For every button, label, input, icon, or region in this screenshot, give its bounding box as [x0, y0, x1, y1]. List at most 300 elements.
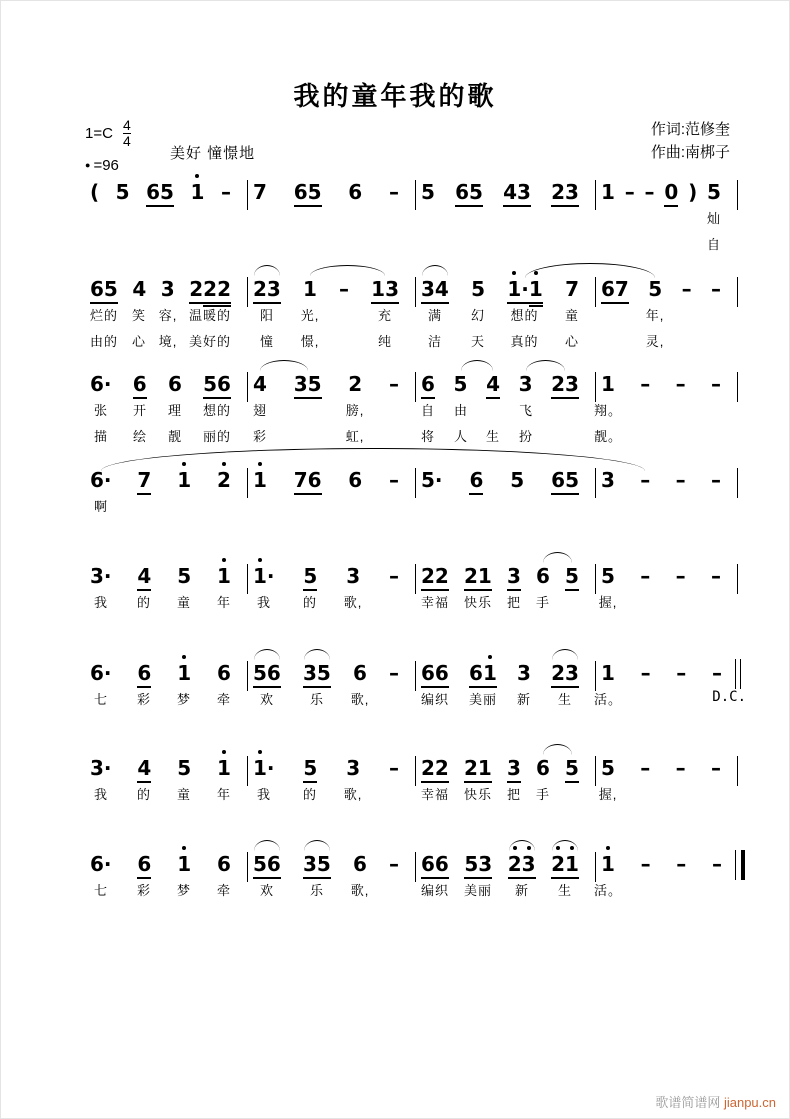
song-title: 我的童年我的歌 [293, 82, 497, 112]
note-digit: – [388, 180, 399, 204]
measure [416, 468, 596, 498]
note [371, 277, 399, 304]
slur-arc [254, 840, 280, 851]
note-digit: 2 [434, 564, 449, 588]
expression-marking: 美好 憧憬地 [170, 145, 256, 162]
note [189, 277, 231, 304]
measure [248, 180, 416, 210]
slur-arc [304, 840, 330, 851]
duration-dash [712, 661, 722, 685]
note-digit: 6 [348, 468, 363, 492]
music-system-7 [85, 742, 738, 838]
note-digit: 2 [253, 277, 267, 301]
note-digit: 3 [421, 277, 435, 301]
time-signature-bottom: 4 [122, 133, 131, 149]
slur-arc [526, 360, 565, 371]
measure [85, 372, 248, 402]
note-digit: 1 [253, 564, 267, 588]
lyric: 生 [557, 692, 573, 707]
lyric: 牵 [216, 883, 232, 898]
duration-dash [676, 852, 686, 876]
note-digit: 1 [483, 661, 497, 685]
note-digit: 4 [132, 277, 147, 301]
lyric: 靓 [167, 429, 183, 444]
note-digit: 5 [453, 372, 468, 396]
note-digit: 5 [469, 180, 483, 204]
note-digit: 3 [506, 756, 521, 780]
lyric: 虹, [345, 429, 365, 444]
note-digit: 6 [421, 852, 435, 876]
note [421, 564, 449, 591]
duration-dash [711, 277, 721, 301]
measure [85, 756, 248, 786]
note [348, 372, 362, 396]
note-digit: 5 [316, 852, 331, 876]
lyric: 丽的 [202, 429, 232, 444]
note [253, 852, 281, 879]
duration-dash [389, 756, 399, 780]
watermark-site-name: 歌谱简谱网 [655, 1095, 721, 1110]
note [146, 180, 174, 207]
note-digit: 6 [352, 852, 367, 876]
note [565, 277, 579, 301]
note-digit: 6 [90, 852, 104, 876]
measure [596, 852, 738, 882]
note [253, 564, 275, 588]
lyric: 美丽 [463, 883, 493, 898]
duration-dash [389, 372, 399, 396]
lyric: 的 [136, 595, 152, 610]
note-digit: 5 [253, 852, 267, 876]
watermark-site-url[interactable]: jianpu.cn [723, 1095, 776, 1110]
measure [248, 372, 416, 402]
note [90, 468, 112, 492]
lyricist-credit: 作词:范修奎 [650, 121, 730, 138]
note-digit: 7 [253, 180, 267, 204]
time-signature-top: 4 [122, 117, 131, 133]
note [507, 277, 542, 304]
note-digit: 3 [478, 852, 493, 876]
credits-block [651, 118, 730, 164]
duration-dash [676, 372, 686, 396]
lyric: 把 [506, 787, 522, 802]
note [161, 277, 175, 301]
measure [596, 277, 738, 307]
note-digit: 1 [217, 756, 231, 780]
note-digit: 7 [137, 468, 152, 492]
note-digit: 5 [177, 756, 192, 780]
slur-arc [310, 265, 385, 276]
note-digit: 6 [146, 180, 161, 204]
note [137, 468, 151, 495]
lyric: 活。 [593, 883, 623, 898]
note-digit: 5 [510, 468, 525, 492]
lyric: 满 [427, 308, 443, 323]
note-digit: 5 [421, 180, 435, 204]
lyric: 美好的 [188, 334, 232, 349]
note-digit: 3 [90, 564, 104, 588]
lyric: 将 [420, 429, 436, 444]
high-octave-dot [222, 750, 226, 754]
lyric: 生 [557, 883, 573, 898]
note [137, 756, 151, 783]
note [551, 372, 579, 399]
note [536, 564, 550, 588]
duration-dash [645, 180, 655, 204]
note-digit: ( [90, 180, 100, 204]
note-digit: 5 [203, 372, 218, 396]
note-digit: 1 [191, 180, 205, 204]
high-octave-dot [258, 750, 262, 754]
note-digit: 3 [160, 277, 175, 301]
note [90, 372, 112, 396]
note [510, 468, 524, 492]
note-digit: – [681, 277, 692, 301]
note-digit: 6 [434, 852, 449, 876]
high-octave-dot [182, 655, 186, 659]
slur-arc [543, 552, 572, 563]
note [191, 180, 205, 204]
note-digit: 7 [614, 277, 629, 301]
lyric: 想的 [510, 308, 539, 323]
note [217, 661, 231, 685]
note-digit: · [434, 468, 443, 492]
duration-dash [711, 468, 721, 492]
lyric: 充 [377, 308, 393, 323]
note [303, 661, 331, 688]
note [455, 180, 483, 207]
measure [85, 852, 248, 882]
lyric: 彩 [136, 692, 152, 707]
lyric: 的 [302, 595, 318, 610]
measure [416, 661, 596, 691]
measure [248, 661, 416, 691]
note-digit: – [710, 277, 721, 301]
lyric: 灵, [645, 334, 665, 349]
lyric: 人 [453, 429, 469, 444]
lyric: 幸福 [420, 787, 450, 802]
note [116, 180, 130, 204]
note-digit: – [640, 852, 651, 876]
lyric: 纯 [377, 334, 393, 349]
duration-dash [625, 180, 635, 204]
double-barline [735, 659, 741, 689]
lyric: 天 [470, 334, 486, 349]
lyric: 牵 [216, 692, 232, 707]
note [137, 661, 151, 688]
lyric: 乐 [309, 692, 325, 707]
duration-dash [711, 564, 721, 588]
note [203, 372, 231, 399]
note [648, 277, 662, 301]
note-digit: – [339, 277, 350, 301]
lyric: 握, [598, 787, 618, 802]
lyric: 彩 [136, 883, 152, 898]
lyric: 境, [158, 334, 178, 349]
note-digit: 1 [601, 661, 615, 685]
measure [596, 564, 738, 594]
high-octave-dot [222, 558, 226, 562]
measure [416, 564, 596, 594]
duration-dash [682, 277, 692, 301]
note-digit: 6 [421, 372, 435, 396]
parenthesis [90, 180, 99, 204]
lyric: 光, [300, 308, 320, 323]
note-digit: 2 [189, 277, 204, 301]
note [486, 372, 500, 399]
note-digit: 6 [132, 372, 147, 396]
note-digit: 6 [90, 277, 104, 301]
note [464, 756, 492, 783]
note [346, 564, 360, 588]
note-digit: 1 [507, 277, 521, 301]
note-row [85, 661, 738, 691]
lyric: 描 [93, 429, 109, 444]
note-digit: 1 [177, 468, 191, 492]
note [601, 661, 615, 685]
measure [248, 852, 416, 882]
high-octave-dot [258, 558, 262, 562]
lyric: 由 [453, 403, 469, 418]
note-digit: 3 [517, 661, 531, 685]
measure [85, 661, 248, 691]
duration-dash [676, 468, 686, 492]
lyric: 阳 [259, 308, 275, 323]
note-digit: 6 [137, 661, 152, 685]
note-digit: – [711, 661, 722, 685]
note-digit: 1 [601, 372, 615, 396]
note [565, 564, 579, 591]
duration-dash [389, 468, 399, 492]
note-digit: 5 [471, 277, 486, 301]
note-row [85, 564, 738, 594]
note-digit: 6 [535, 564, 550, 588]
duration-dash [389, 180, 399, 204]
lyric: 年, [645, 308, 665, 323]
high-octave-dot [512, 271, 516, 275]
note [469, 661, 497, 688]
note [601, 277, 629, 304]
lyric: 翔。 [593, 403, 623, 418]
note-digit: 1 [529, 277, 543, 301]
lyric: 自 [706, 237, 722, 252]
lyric: 张 [93, 403, 109, 418]
duration-dash [676, 756, 686, 780]
lyric: 新 [516, 692, 532, 707]
note [519, 372, 533, 396]
lyric: 笑 [131, 308, 147, 323]
note [294, 180, 322, 207]
lyric: 膀, [345, 403, 365, 418]
note [168, 372, 182, 396]
note [303, 277, 317, 301]
note-digit: 3 [601, 468, 615, 492]
note-digit: 1 [477, 756, 492, 780]
note [90, 277, 118, 304]
note-digit: 2 [551, 180, 566, 204]
slur-arc [254, 649, 280, 660]
note [601, 372, 615, 396]
note [90, 661, 112, 685]
note-digit: 4 [137, 756, 152, 780]
note-digit: 6 [293, 180, 308, 204]
note-digit: 5 [177, 564, 192, 588]
note-symbol-icon: ● [85, 160, 91, 170]
note-digit: 4 [486, 372, 500, 396]
note-row [85, 180, 738, 210]
note-digit: · [103, 661, 112, 685]
note-digit: – [675, 468, 686, 492]
note [348, 468, 362, 492]
lyric: 洁 [427, 334, 443, 349]
note-digit: 6 [421, 661, 435, 685]
note-digit: – [711, 372, 721, 396]
note-digit: 7 [293, 468, 308, 492]
note [353, 852, 367, 876]
lyric: 乐 [309, 883, 325, 898]
note-digit: 5 [303, 756, 318, 780]
slur-arc [260, 360, 308, 371]
note-digit: 1 [371, 277, 386, 301]
note-digit: 5 [160, 180, 174, 204]
lyric: 编织 [420, 692, 450, 707]
lyric: 新 [514, 883, 530, 898]
note-digit: 6 [469, 661, 483, 685]
note-digit: 5 [316, 661, 331, 685]
note-digit: 5 [707, 180, 721, 204]
note [601, 468, 615, 492]
note [253, 661, 281, 688]
note-digit: 4 [434, 277, 449, 301]
note-digit: – [644, 180, 655, 204]
lyric: 翅 [252, 403, 268, 418]
note-digit: 6 [455, 180, 470, 204]
music-system-8 [85, 838, 738, 934]
note [132, 277, 146, 301]
duration-dash [711, 372, 721, 396]
slur-arc [525, 263, 656, 278]
note-digit: – [388, 372, 399, 396]
high-octave-dot [182, 846, 186, 850]
note [253, 468, 267, 492]
lyric: 七 [93, 692, 109, 707]
note [303, 564, 317, 591]
note-digit: 2 [421, 756, 435, 780]
note [90, 564, 112, 588]
note-digit: 2 [463, 564, 478, 588]
note [217, 852, 231, 876]
note [471, 277, 485, 301]
watermark [655, 1092, 776, 1111]
duration-dash [641, 852, 651, 876]
lyric: 我 [256, 595, 272, 610]
note [507, 756, 521, 783]
measure [416, 372, 596, 402]
note-digit: 7 [565, 277, 579, 301]
note-digit: 6 [551, 468, 566, 492]
note-digit: ) [688, 180, 698, 204]
measure [596, 372, 738, 402]
time-signature [123, 118, 131, 149]
note-digit: 2 [551, 852, 565, 876]
note-digit: 3 [565, 372, 579, 396]
lyric: 童 [176, 787, 192, 802]
note-digit: 4 [253, 372, 267, 396]
note-digit: 3 [90, 756, 104, 780]
note-digit: · [266, 564, 275, 588]
lyric: 啊 [93, 499, 109, 514]
note-digit: 3 [293, 372, 308, 396]
note [348, 180, 362, 204]
note [601, 564, 615, 588]
note [177, 468, 191, 492]
lyric: 我 [256, 787, 272, 802]
note-digit: 2 [203, 277, 218, 301]
lyric: 歌, [350, 883, 370, 898]
measure [416, 180, 596, 210]
slur-arc [254, 265, 280, 276]
note-digit: · [521, 277, 529, 301]
note-digit: 1 [253, 468, 267, 492]
note [294, 468, 322, 495]
tempo-value: =96 [93, 157, 119, 174]
measure [416, 277, 596, 307]
note-digit: 3 [266, 277, 281, 301]
note [346, 756, 360, 780]
lyric: 欢 [259, 692, 275, 707]
note-digit: 6 [266, 852, 281, 876]
note [551, 180, 579, 207]
note-digit: 5 [565, 564, 579, 588]
lyric: 幸福 [420, 595, 450, 610]
note-digit: 6 [469, 468, 484, 492]
note-digit: 2 [463, 756, 478, 780]
measure [596, 661, 738, 691]
note-digit: 6 [90, 372, 104, 396]
note [536, 756, 550, 780]
note-digit: 3 [565, 661, 579, 685]
lyric: 歌, [343, 787, 363, 802]
duration-dash [640, 468, 650, 492]
note [454, 372, 468, 396]
note-digit: – [676, 661, 687, 685]
note-digit: – [624, 180, 635, 204]
note [90, 852, 112, 876]
lyric: 美丽 [468, 692, 498, 707]
note-digit: 3 [302, 661, 317, 685]
rest-note [664, 180, 678, 207]
high-octave-dot [195, 174, 199, 178]
note-digit: 5 [253, 661, 267, 685]
slur-arc [552, 840, 578, 851]
measure [416, 852, 596, 882]
lyric: 手 [535, 787, 551, 802]
note-digit: 5 [103, 277, 118, 301]
note [177, 756, 191, 780]
note [503, 180, 531, 207]
note [551, 468, 579, 495]
note-row [85, 756, 738, 786]
duration-dash [221, 180, 231, 204]
duration-dash [676, 661, 686, 685]
duration-dash [640, 372, 650, 396]
lyric: 的 [302, 787, 318, 802]
note-digit: 4 [137, 564, 152, 588]
dc-al-capo-mark: D.C. [712, 689, 746, 705]
note-row [85, 468, 738, 498]
lyric: 童 [564, 308, 580, 323]
note [353, 661, 367, 685]
